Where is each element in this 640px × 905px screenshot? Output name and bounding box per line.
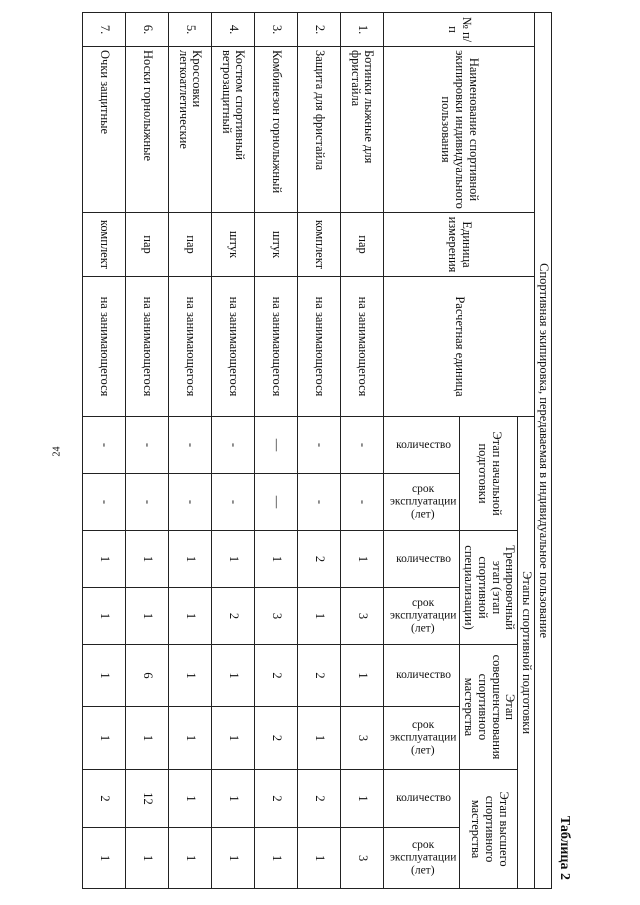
header-name: Наименование спортивной экипировки индивидуального пользования <box>383 47 535 213</box>
row-number: 3. <box>254 13 297 47</box>
table-row <box>82 13 125 889</box>
term-cell: 1 <box>297 588 340 645</box>
quantity-cell: 2 <box>297 770 340 828</box>
header-quantity: количество <box>383 645 460 707</box>
quantity-cell: 1 <box>211 531 254 588</box>
term-cell: - <box>125 474 168 531</box>
page-number: 24 <box>51 446 63 457</box>
term-cell: 1 <box>82 588 125 645</box>
term-cell: 1 <box>168 828 211 889</box>
term-cell: — <box>254 474 297 531</box>
term-cell: - <box>211 474 254 531</box>
term-cell: 1 <box>82 707 125 770</box>
quantity-cell: 1 <box>168 531 211 588</box>
quantity-cell: 2 <box>82 770 125 828</box>
header-stages-title: Этапы спортивной подготовки <box>518 417 535 889</box>
measure-unit: пар <box>340 213 383 277</box>
row-number: 7. <box>82 13 125 47</box>
term-cell: 3 <box>340 707 383 770</box>
calc-unit: на занимающегося <box>340 277 383 417</box>
equipment-name: Защита для фристайла <box>297 47 340 213</box>
quantity-cell: 1 <box>125 531 168 588</box>
term-cell: - <box>82 474 125 531</box>
term-cell: 3 <box>340 588 383 645</box>
term-cell: - <box>340 474 383 531</box>
header-num: № п/п <box>383 13 535 47</box>
quantity-cell: 2 <box>254 770 297 828</box>
row-number: 2. <box>297 13 340 47</box>
quantity-cell: - <box>168 417 211 474</box>
quantity-cell: 1 <box>82 645 125 707</box>
calc-unit: на занимающегося <box>211 277 254 417</box>
quantity-cell: 1 <box>82 531 125 588</box>
quantity-cell: 2 <box>297 645 340 707</box>
term-cell: 1 <box>168 588 211 645</box>
measure-unit: комплект <box>82 213 125 277</box>
quantity-cell: 2 <box>254 645 297 707</box>
term-cell: 2 <box>254 707 297 770</box>
quantity-cell: 1 <box>211 770 254 828</box>
table-title: Спортивная экипировка, передаваемая в индивидуальное пользование <box>535 13 552 889</box>
term-cell: 1 <box>125 828 168 889</box>
measure-unit: штук <box>211 213 254 277</box>
quantity-cell: 1 <box>340 645 383 707</box>
term-cell: 2 <box>211 588 254 645</box>
header-term: срок эксплуатации (лет) <box>383 707 460 770</box>
row-number: 4. <box>211 13 254 47</box>
quantity-cell: 1 <box>340 531 383 588</box>
term-cell: 1 <box>211 828 254 889</box>
equipment-table <box>82 12 552 889</box>
quantity-cell: 1 <box>254 531 297 588</box>
header-stage-highest: Этап высшего спортивного мастерства <box>460 770 518 889</box>
calc-unit: на занимающегося <box>297 277 340 417</box>
calc-unit: на занимающегося <box>168 277 211 417</box>
measure-unit: пар <box>125 213 168 277</box>
term-cell: 1 <box>297 828 340 889</box>
equipment-name: Костюм спортивный ветрозащитный <box>211 47 254 213</box>
calc-unit: на занимающегося <box>125 277 168 417</box>
calc-unit: на занимающегося <box>82 277 125 417</box>
header-unit: Единица измерения <box>383 213 535 277</box>
rotated-page-content <box>88 12 578 888</box>
quantity-cell: - <box>125 417 168 474</box>
calc-unit: на занимающегося <box>254 277 297 417</box>
header-stage-initial: Этап начальной подготовки <box>460 417 518 531</box>
term-cell: 3 <box>340 828 383 889</box>
header-term: срок эксплуатации (лет) <box>383 588 460 645</box>
term-cell: 1 <box>82 828 125 889</box>
quantity-cell: 1 <box>211 645 254 707</box>
header-calc-unit: Расчетная единица <box>383 277 535 417</box>
quantity-cell: 6 <box>125 645 168 707</box>
measure-unit: штук <box>254 213 297 277</box>
header-quantity: количество <box>383 770 460 828</box>
equipment-name: Очки защитные <box>82 47 125 213</box>
quantity-cell: 1 <box>168 645 211 707</box>
equipment-name: Ботинки лыжные для фристайла <box>340 47 383 213</box>
term-cell: - <box>297 474 340 531</box>
quantity-cell: - <box>297 417 340 474</box>
row-number: 1. <box>340 13 383 47</box>
term-cell: - <box>168 474 211 531</box>
quantity-cell: - <box>211 417 254 474</box>
header-stage-improvement: Этап совершенствования спортивного мастерства <box>460 645 518 770</box>
term-cell: 1 <box>125 588 168 645</box>
table-row <box>125 13 168 889</box>
quantity-cell: 1 <box>340 770 383 828</box>
measure-unit: пар <box>168 213 211 277</box>
table-row <box>168 13 211 889</box>
term-cell: 3 <box>254 588 297 645</box>
header-term: срок эксплуатации (лет) <box>383 828 460 889</box>
table-row <box>297 13 340 889</box>
measure-unit: комплект <box>297 213 340 277</box>
term-cell: 1 <box>297 707 340 770</box>
quantity-cell: 1 <box>168 770 211 828</box>
quantity-cell: - <box>82 417 125 474</box>
table-row <box>254 13 297 889</box>
row-number: 6. <box>125 13 168 47</box>
quantity-cell: — <box>254 417 297 474</box>
quantity-cell: 2 <box>297 531 340 588</box>
row-number: 5. <box>168 13 211 47</box>
header-term: срок эксплуатации (лет) <box>383 474 460 531</box>
table-caption: Таблица 2 <box>557 815 572 880</box>
header-stage-training: Тренировочный этап (этап спортивной специализации) <box>460 531 518 645</box>
table-row <box>211 13 254 889</box>
header-quantity: количество <box>383 531 460 588</box>
equipment-name: Кроссовки легкоатлетические <box>168 47 211 213</box>
term-cell: 1 <box>211 707 254 770</box>
table-row <box>340 13 383 889</box>
quantity-cell: 12 <box>125 770 168 828</box>
term-cell: 1 <box>125 707 168 770</box>
equipment-name: Носки горнолыжные <box>125 47 168 213</box>
header-quantity: количество <box>383 417 460 474</box>
quantity-cell: - <box>340 417 383 474</box>
term-cell: 1 <box>254 828 297 889</box>
equipment-name: Комбинезон горнолыжный <box>254 47 297 213</box>
term-cell: 1 <box>168 707 211 770</box>
